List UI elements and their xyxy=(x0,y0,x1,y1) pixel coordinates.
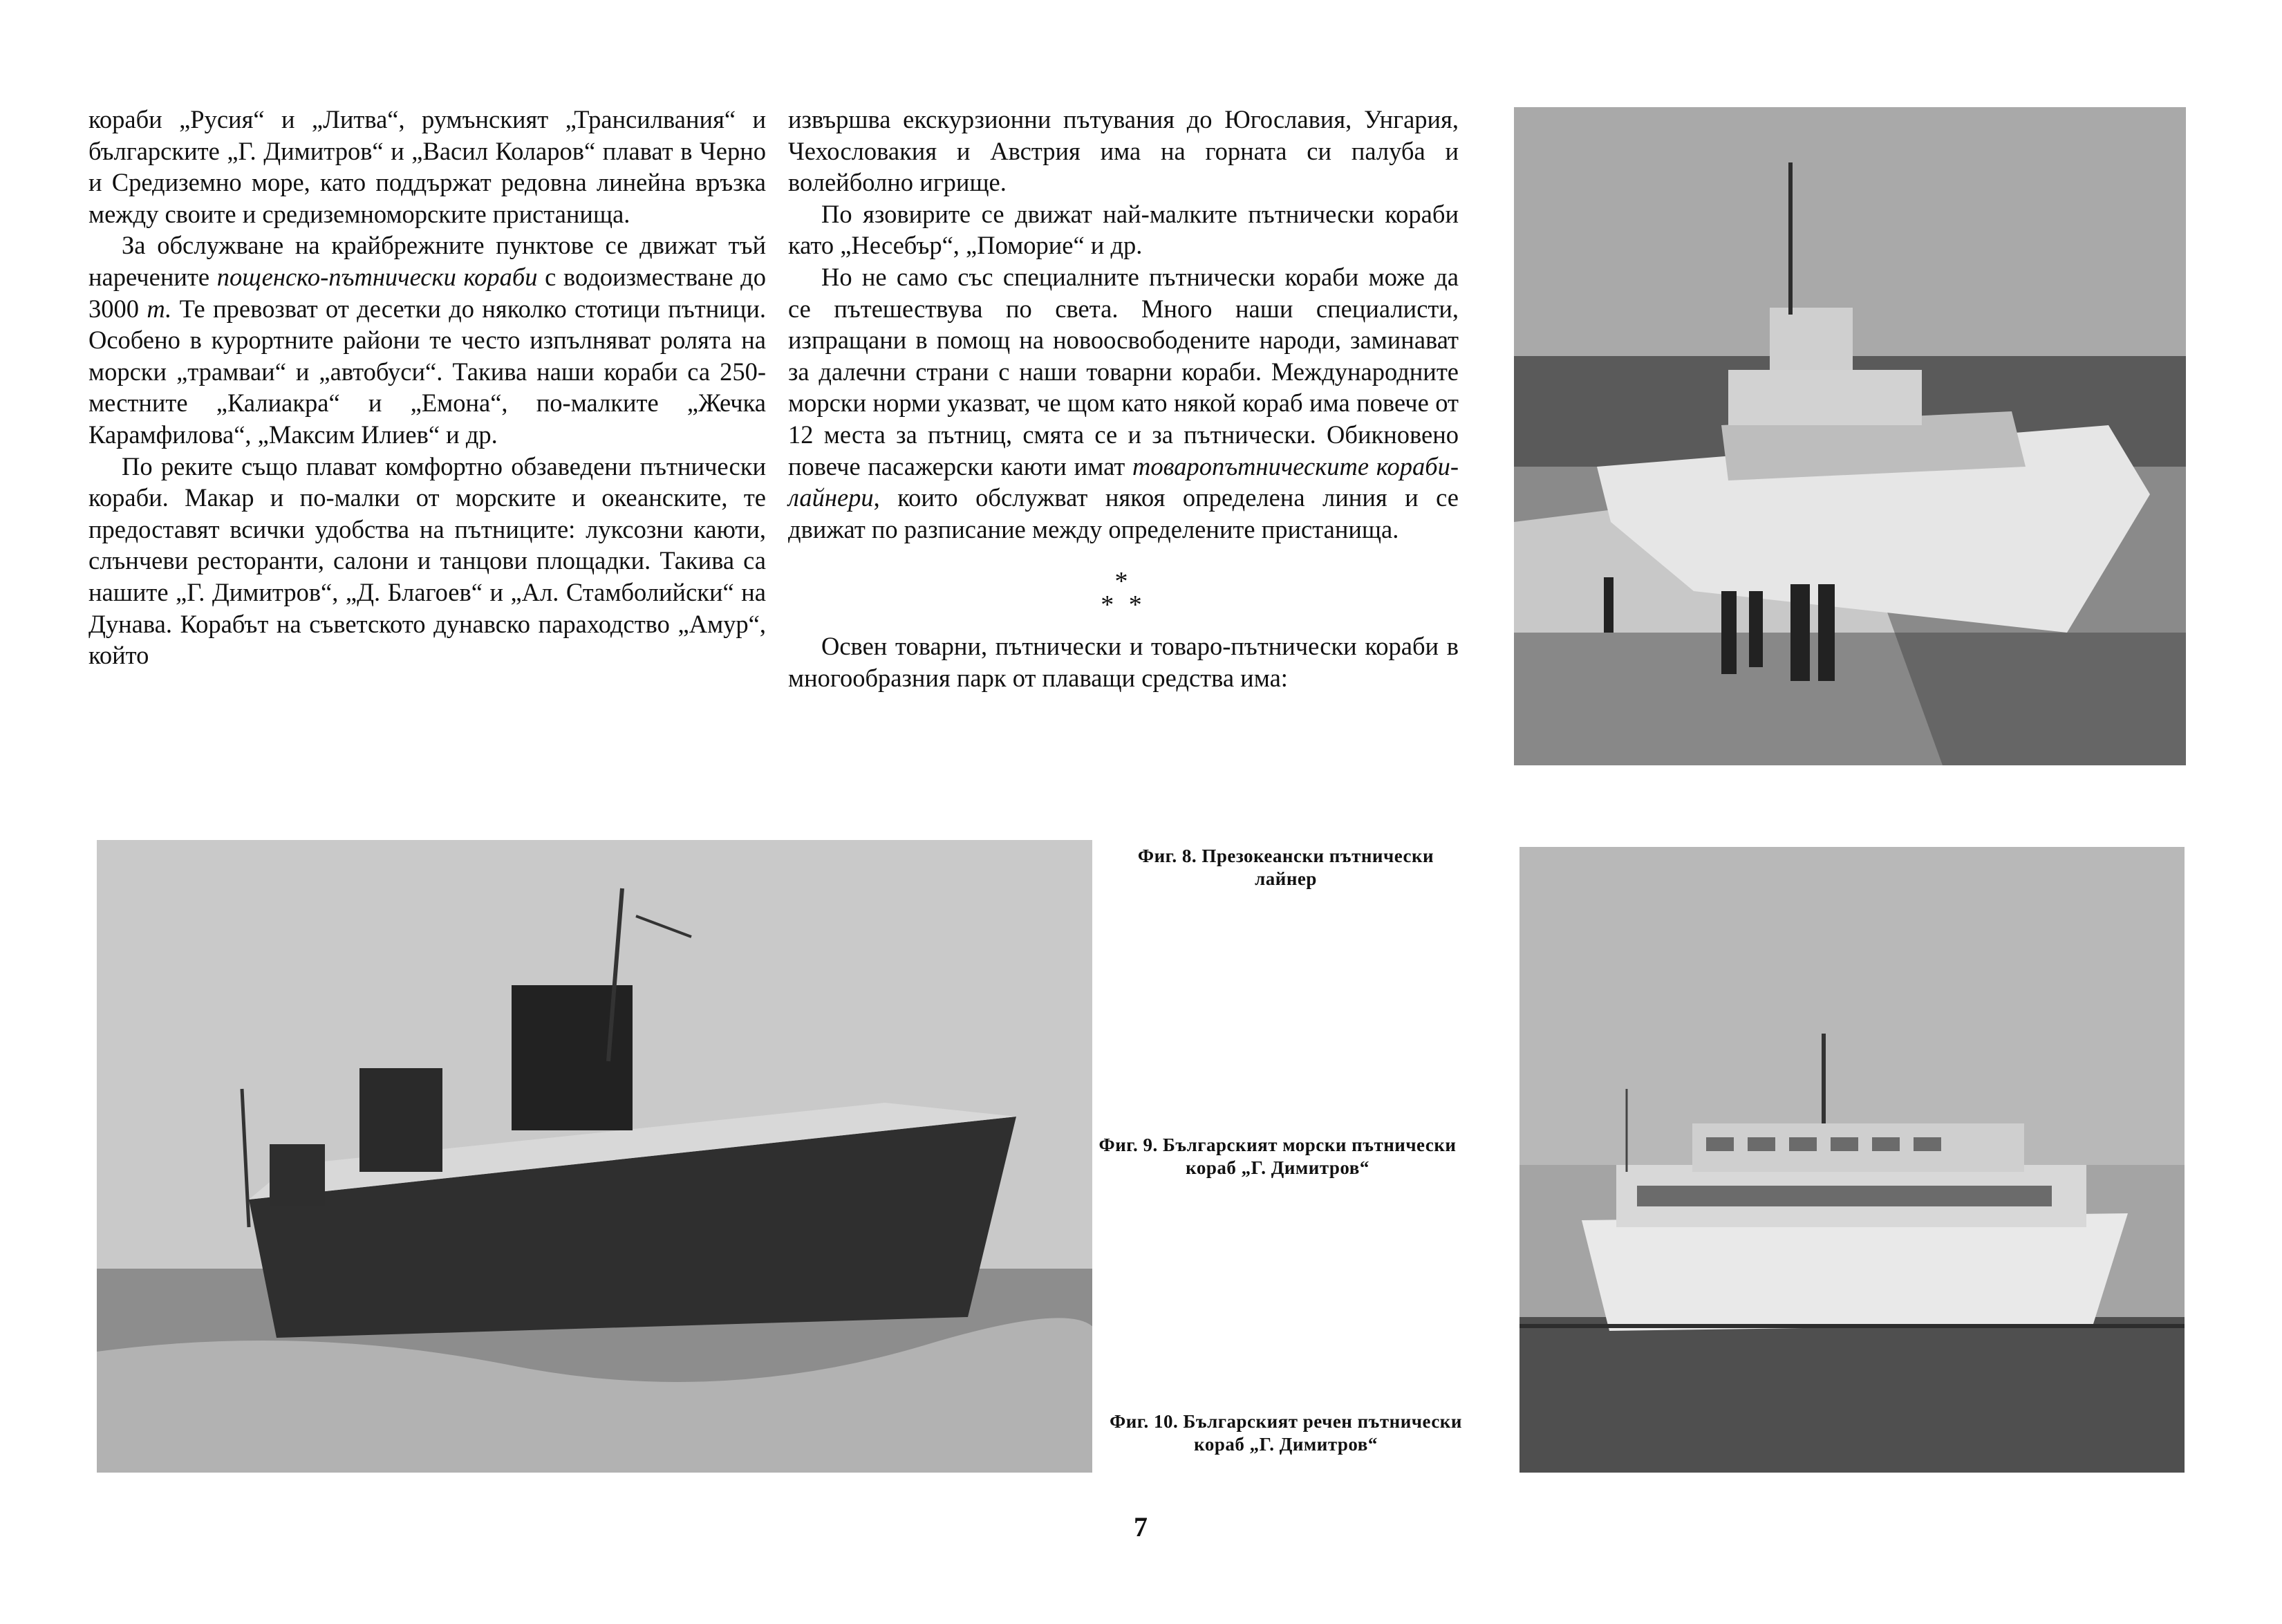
figure-caption-9: Фиг. 9. Българският морски пътнически кораб „Г. Димитров“ xyxy=(1098,1135,1457,1178)
figure-caption-8: Фиг. 8. Презокеански пътнически лайнер xyxy=(1137,846,1434,889)
paragraph: Освен товарни, пътнически и товаро-пътнически кораби в многообразния парк от плаващи средства има: xyxy=(788,632,1459,692)
asterism-top: * xyxy=(1114,567,1132,597)
text-column-middle xyxy=(788,104,1459,694)
paragraph: По язовирите се движат най-малките пътнически кораби като „Несебър“, „Поморие“ и др. xyxy=(788,199,1459,260)
photo-illustration xyxy=(97,840,1092,1473)
asterism-bottom: * * xyxy=(1101,590,1146,620)
section-divider xyxy=(788,567,1459,620)
paragraph: По реките също плават комфортно обзаведени пътнически кораби. Макар и по-малки от морските и океанските, те предоставят всички удобства на пътниците: луксозни каюти, слънчеви ресторанти, салони и танцови площадки. Такива са нашите „Г. Димитров“, „Д. Благоев“ и „Ал. Стамболийски“ на Дунава. Корабът на съветското дунавско параходство „Амур“, който xyxy=(88,451,766,670)
paragraph xyxy=(88,230,766,450)
paragraph xyxy=(788,261,1459,545)
paragraph: кораби „Русия“ и „Литва“, румънският „Трансилвания“ и българските „Г. Димитров“ и „Васил Коларов“ плават в Черно и Средиземно море, като поддържат редовна линейна връзка между своите и средиземноморските пристанища. xyxy=(88,105,766,228)
page-number: 7 xyxy=(1134,1511,1148,1542)
italic-term: товаропътническите кораби-лайнери xyxy=(788,451,1459,512)
photo-sea-ship-at-pier xyxy=(1514,107,2186,765)
paragraph: извършва екскурзионни пътувания до Югославия, Унгария, Чехословакия и Австрия има на горната си палуба и волейболно игрище. xyxy=(788,105,1459,197)
italic-unit: т. xyxy=(147,294,172,323)
photo-illustration xyxy=(1519,847,2185,1473)
photo-ocean-liner xyxy=(97,840,1092,1473)
photo-illustration xyxy=(1514,107,2186,765)
text-run: За обслужване на крайбрежните пунктове се движат тъй наречените xyxy=(88,231,766,291)
text-run: Те превозват от десетки до няколко стотици пътници. Особено в курортните райони те често изпълняват ролята на морски „трамваи“ и „автобуси“. Такива наши кораби са 250-местните „Калиакра“ и „Емона“, по-малките „Жечка Карамфилова“, „Максим Илиев“ и др. xyxy=(88,294,767,449)
text-column-left xyxy=(88,104,766,671)
text-run: Но не само със специалните пътнически кораби може да се пътешествува по света. Много наши специалисти, изпращани в помощ на новоосвободените народи, заминават за далечни страни с наши товарни кораби. Международните морски норми указват, че щом като някой кораб има повече от 12 места за пътниц, смята се и за пътнически. Обикновено повече пасажерски каюти имат xyxy=(788,262,1459,480)
photo-river-ship xyxy=(1519,847,2185,1473)
figure-caption-10: Фиг. 10. Българският речен пътнически кораб „Г. Димитров“ xyxy=(1110,1411,1462,1455)
text-run: с водоизместване до 3000 xyxy=(88,262,766,323)
italic-term: пощенско-пътнически кораби xyxy=(216,262,538,291)
text-run: , които обслужват някоя определена линия и се движат по разписание между определените пристанища. xyxy=(788,483,1459,543)
